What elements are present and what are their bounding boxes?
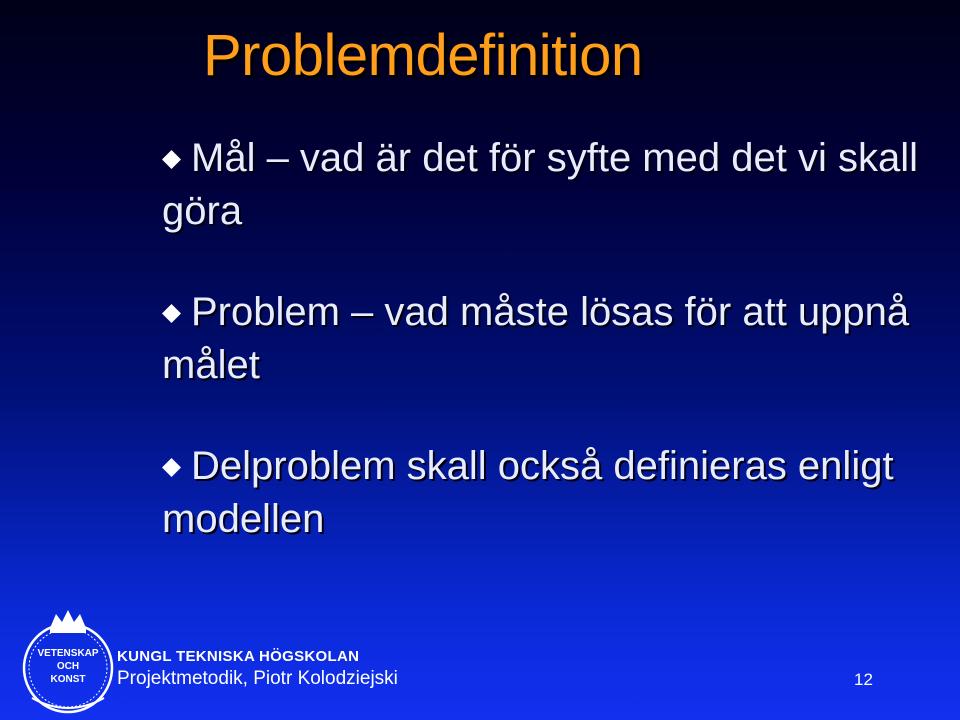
school-name: KUNGL TEKNISKA HÖGSKOLAN [117, 648, 360, 665]
diamond-bullet-icon [162, 458, 181, 477]
slide-title: Problemdefinition [203, 23, 643, 88]
bullet-text: Mål – vad är det för syfte med det vi skall göra [162, 136, 918, 233]
bullet-text: Problem – vad måste lösas för att uppnå målet [162, 290, 910, 387]
diamond-bullet-icon [162, 150, 181, 169]
seal-text-line: OCH [56, 661, 80, 672]
bullet-text: Delproblem skall också definieras enligt modellen [162, 444, 894, 541]
diamond-bullet-icon [162, 304, 181, 323]
course-footer: Projektmetodik, Piotr Kolodziejski [117, 668, 398, 689]
bullet-item [162, 132, 922, 238]
seal-text-line: VETENSKAP [37, 648, 99, 659]
bullet-item [162, 440, 922, 546]
seal-text-line: KONST [50, 674, 86, 685]
page-number: 12 [854, 670, 873, 689]
bullet-list [162, 132, 922, 594]
bullet-item [162, 286, 922, 392]
